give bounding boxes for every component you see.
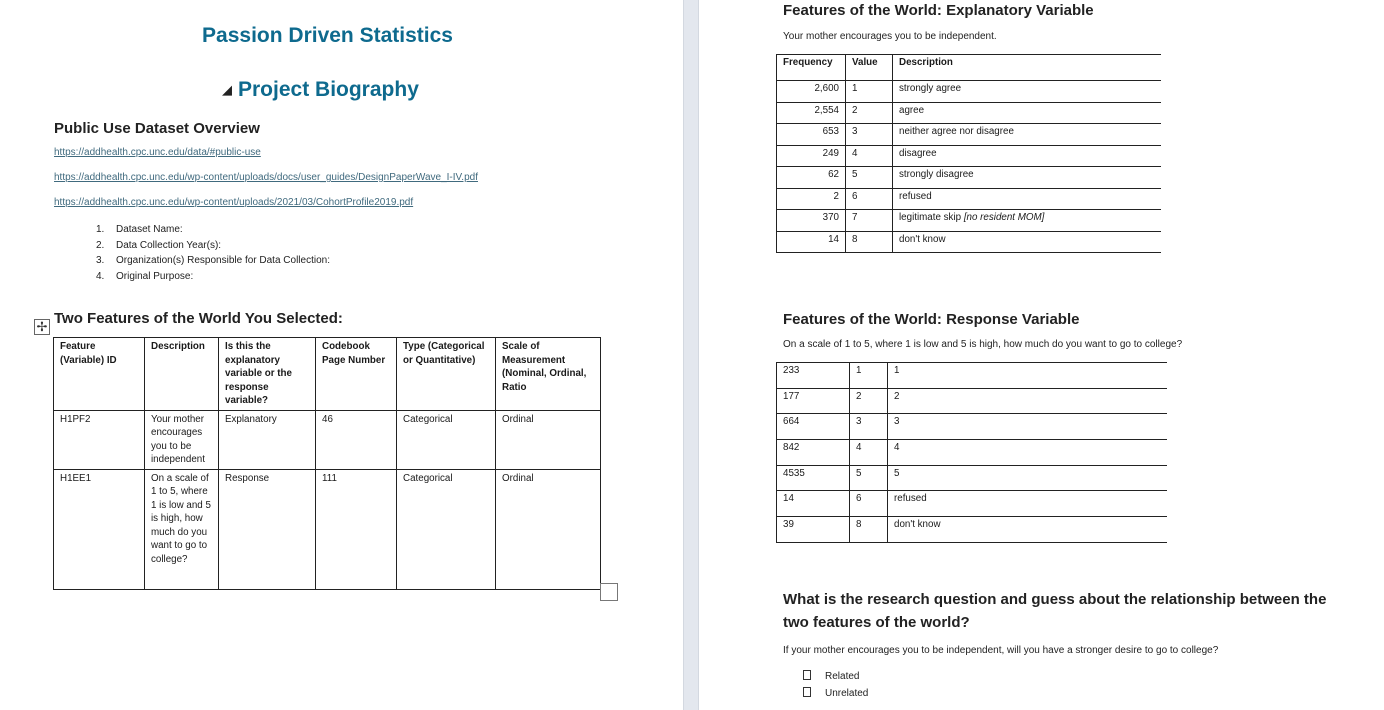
table-header-row [54,338,601,411]
table-cell[interactable]: 8 [850,517,888,543]
table-header-cell[interactable]: Codebook Page Number [316,338,397,411]
checkbox-icon[interactable] [803,687,811,697]
table-cell[interactable]: 62 [777,167,846,189]
table-row [777,363,1167,389]
table-cell[interactable]: 46 [316,410,397,469]
choice-related[interactable]: Related [803,668,868,685]
table-cell[interactable]: 7 [846,210,893,232]
table-cell[interactable]: 2 [850,388,888,414]
features-table[interactable] [53,337,601,590]
section-heading-project-biography[interactable] [222,78,419,102]
table-row [777,102,1161,124]
table-cell[interactable]: 3 [850,414,888,440]
dataset-link-public-use[interactable]: https://addhealth.cpc.unc.edu/data/#public-use [54,147,261,158]
table-header-cell[interactable]: Description [893,55,1161,81]
table-cell[interactable]: 249 [777,145,846,167]
table-header-cell[interactable]: Type (Categorical or Quantitative) [397,338,496,411]
table-cell[interactable]: 3 [888,414,1167,440]
table-cell[interactable]: 2 [888,388,1167,414]
table-cell[interactable]: 4 [888,440,1167,466]
table-cell[interactable]: Categorical [397,410,496,469]
table-cell[interactable]: 1 [850,363,888,389]
table-cell[interactable]: 39 [777,517,850,543]
table-cell[interactable]: strongly agree [893,81,1161,103]
table-header-cell[interactable]: Frequency [777,55,846,81]
table-cell[interactable]: agree [893,102,1161,124]
table-cell[interactable]: 8 [846,231,893,253]
table-cell[interactable]: strongly disagree [893,167,1161,189]
choice-unrelated[interactable]: Unrelated [803,685,868,702]
table-row [777,517,1167,543]
table-row [777,491,1167,517]
table-row [54,469,601,589]
document-page-left[interactable] [0,0,683,710]
relationship-choices [803,668,868,702]
table-cell[interactable]: 2,600 [777,81,846,103]
table-cell[interactable]: disagree [893,145,1161,167]
table-cell[interactable]: 2,554 [777,102,846,124]
explanatory-heading: Features of the World: Explanatory Variable [783,2,1094,19]
table-cell[interactable]: Explanatory [219,410,316,469]
table-cell[interactable]: refused [888,491,1167,517]
table-cell[interactable]: 4535 [777,465,850,491]
table-cell[interactable]: Ordinal [496,469,601,589]
table-header-cell[interactable]: Scale of Measurement (Nominal, Ordinal, Ratio [496,338,601,411]
table-cell[interactable]: Your mother encourages you to be independent [145,410,219,469]
table-cell[interactable]: 177 [777,388,850,414]
table-cell[interactable]: don't know [888,517,1167,543]
table-cell[interactable]: 5 [850,465,888,491]
table-row [54,410,601,469]
dataset-overview-heading: Public Use Dataset Overview [54,120,260,137]
collapse-triangle-icon[interactable]: ◢ [222,82,232,97]
list-item[interactable]: 3. Organization(s) Responsible for Data Collection: [96,255,330,266]
table-cell[interactable] [893,210,1161,232]
table-cell[interactable]: 4 [850,440,888,466]
list-item[interactable]: 1. Dataset Name: [96,224,183,235]
table-cell[interactable]: 6 [846,188,893,210]
table-cell[interactable]: 14 [777,491,850,517]
table-row [777,388,1167,414]
table-cell[interactable]: 842 [777,440,850,466]
table-cell[interactable]: 370 [777,210,846,232]
research-question-text: If your mother encourages you to be independent, will you have a stronger desire to go to college? [783,645,1219,656]
table-cell[interactable]: 5 [888,465,1167,491]
table-header-cell[interactable]: Description [145,338,219,411]
research-question-heading: What is the research question and guess about the relationship between the two features of the world? [783,591,1327,631]
table-cell[interactable]: 3 [846,124,893,146]
document-page-right[interactable] [699,0,1384,710]
features-heading: Two Features of the World You Selected: [54,310,343,327]
table-row [777,210,1161,232]
response-frequency-table[interactable] [776,362,1167,543]
skip-note: [no resident MOM] [963,212,1045,223]
table-row [777,231,1161,253]
table-header-cell[interactable]: Value [846,55,893,81]
explanatory-frequency-table[interactable] [776,54,1161,253]
table-cell[interactable]: H1EE1 [54,469,145,589]
table-cell[interactable]: Response [219,469,316,589]
table-header-cell[interactable]: Feature (Variable) ID [54,338,145,411]
table-cell[interactable]: 111 [316,469,397,589]
table-cell[interactable]: 2 [846,102,893,124]
table-cell[interactable]: 14 [777,231,846,253]
page-gutter [683,0,699,710]
table-cell[interactable]: 1 [846,81,893,103]
list-item[interactable]: 4. Original Purpose: [96,270,194,282]
table-cell[interactable]: 5 [846,167,893,189]
list-item[interactable]: 2. Data Collection Year(s): [96,239,222,251]
table-cell[interactable]: On a scale of 1 to 5, where 1 is low and 5 is high, how much do you want to go to college? [145,469,219,589]
table-header-cell[interactable]: Is this the explanatory variable or the response variable? [219,338,316,411]
table-cell[interactable]: 1 [888,363,1167,389]
table-cell[interactable]: don't know [893,231,1161,253]
table-cell[interactable]: 664 [777,414,850,440]
table-resize-handle-icon[interactable] [600,583,618,601]
table-row [777,167,1161,189]
table-cell[interactable]: refused [893,188,1161,210]
table-cell[interactable]: H1PF2 [54,410,145,469]
table-row [777,81,1161,103]
table-row [777,440,1167,466]
explanatory-question: Your mother encourages you to be independent. [783,31,997,42]
table-cell[interactable]: 4 [846,145,893,167]
table-cell[interactable]: Categorical [397,469,496,589]
table-cell[interactable]: Ordinal [496,410,601,469]
skip-label: legitimate skip [899,212,962,223]
table-row [777,465,1167,491]
table-cell[interactable]: 6 [850,491,888,517]
checkbox-icon[interactable] [803,670,811,680]
table-row [777,124,1161,146]
dataset-info-list [96,222,330,284]
table-cell[interactable]: neither agree nor disagree [893,124,1161,146]
response-question: On a scale of 1 to 5, where 1 is low and 5 is high, how much do you want to go to college? [783,339,1183,350]
table-cell[interactable]: 2 [777,188,846,210]
table-cell[interactable]: 653 [777,124,846,146]
dataset-link-design-paper[interactable]: https://addhealth.cpc.unc.edu/wp-content/uploads/docs/user_guides/DesignPaperWave_I-IV.pdf [54,172,478,183]
table-row [777,188,1161,210]
table-row [777,414,1167,440]
table-move-handle-icon[interactable]: ✢ [34,319,50,335]
table-row [777,145,1161,167]
table-header-row [777,55,1161,81]
table-cell[interactable]: 233 [777,363,850,389]
section-heading-label: Project Biography [238,78,419,101]
dataset-link-cohort-profile[interactable]: https://addhealth.cpc.unc.edu/wp-content/uploads/2021/03/CohortProfile2019.pdf [54,197,414,208]
response-heading: Features of the World: Response Variable [783,311,1080,328]
document-title: Passion Driven Statistics [202,24,453,47]
